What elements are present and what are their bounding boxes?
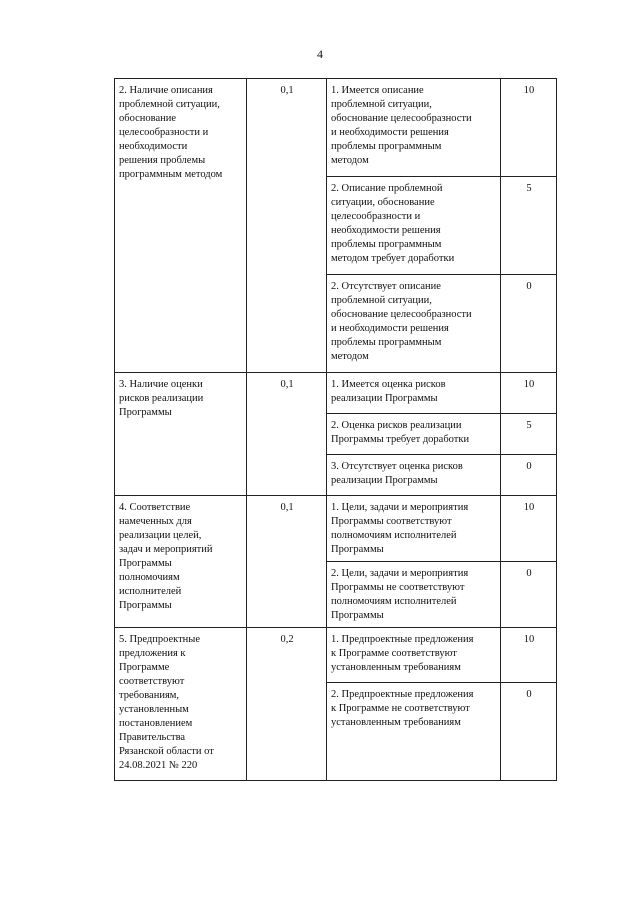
criterion-weight: 0,2 <box>247 628 327 781</box>
option-text: 1. Предпроектные предложения к Программе соответствуют установленным требованиям <box>327 628 501 683</box>
option-text: 1. Имеется оценка рисков реализации Программы <box>327 373 501 414</box>
table-row <box>115 628 557 683</box>
table-row <box>115 496 557 562</box>
criterion-name: 5. Предпроектные предложения к Программе соответствуют требованиям, установленным постановлением Правительства Рязанской области от 24.08.2021 № 220 <box>115 628 247 781</box>
criterion-weight: 0,1 <box>247 373 327 496</box>
option-text: 2. Описание проблемной ситуации, обоснование целесообразности и необходимости решения проблемы программным методом требует доработки <box>327 177 501 275</box>
option-score: 0 <box>501 275 557 373</box>
option-text: 3. Отсутствует оценка рисков реализации Программы <box>327 455 501 496</box>
option-score: 0 <box>501 455 557 496</box>
criterion-weight: 0,1 <box>247 496 327 628</box>
option-score: 10 <box>501 79 557 177</box>
criterion-weight: 0,1 <box>247 79 327 373</box>
criterion-name: 4. Соответствие намеченных для реализации целей, задач и мероприятий Программы полномочиям исполнителей Программы <box>115 496 247 628</box>
option-score: 5 <box>501 414 557 455</box>
option-score: 0 <box>501 562 557 628</box>
option-score: 10 <box>501 496 557 562</box>
table-row <box>115 79 557 177</box>
option-text: 1. Имеется описание проблемной ситуации, обоснование целесообразности и необходимости решения проблемы программным методом <box>327 79 501 177</box>
option-text: 2. Цели, задачи и мероприятия Программы не соответствуют полномочиям исполнителей Программы <box>327 562 501 628</box>
option-text: 2. Оценка рисков реализации Программы требует доработки <box>327 414 501 455</box>
option-score: 10 <box>501 628 557 683</box>
option-text: 2. Отсутствует описание проблемной ситуации, обоснование целесообразности и необходимости решения проблемы программным методом <box>327 275 501 373</box>
criterion-name: 2. Наличие описания проблемной ситуации, обоснование целесообразности и необходимости решения проблемы программным методом <box>115 79 247 373</box>
option-text: 2. Предпроектные предложения к Программе не соответствуют установленным требованиям <box>327 683 501 781</box>
option-score: 10 <box>501 373 557 414</box>
option-score: 0 <box>501 683 557 781</box>
option-text: 1. Цели, задачи и мероприятия Программы соответствуют полномочиям исполнителей Программы <box>327 496 501 562</box>
page-number: 4 <box>317 47 323 61</box>
criterion-name: 3. Наличие оценки рисков реализации Программы <box>115 373 247 496</box>
table-row <box>115 373 557 414</box>
criteria-table <box>114 78 557 781</box>
option-score: 5 <box>501 177 557 275</box>
